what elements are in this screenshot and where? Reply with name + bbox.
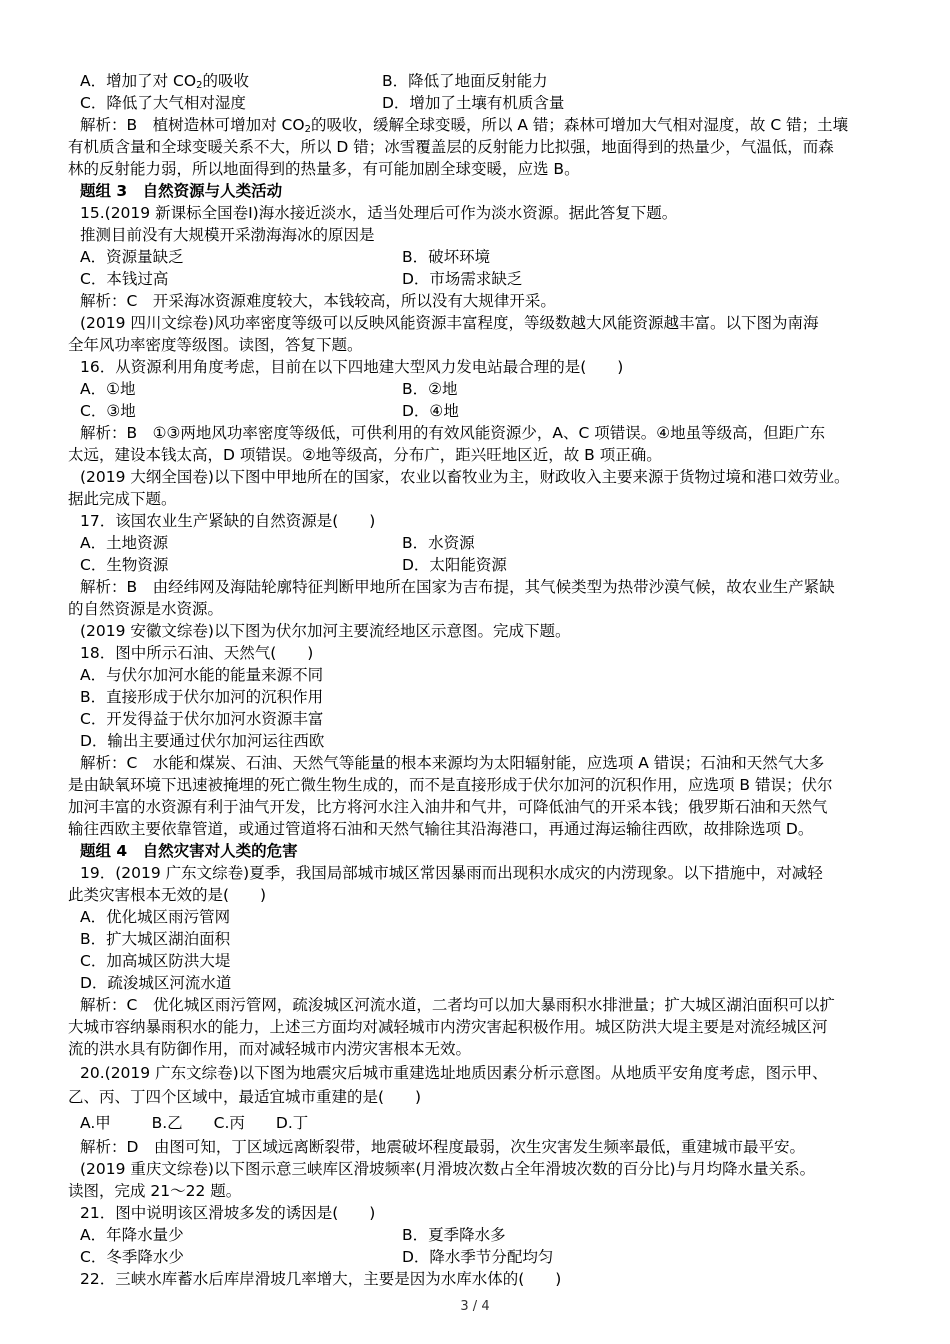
anhui-intro: (2019 安徽文综卷)以下图为伏尔加河主要流经地区示意图。完成下题。 (80, 622, 571, 640)
q18-option-c: C．开发得益于伏尔加河水资源丰富 (80, 710, 324, 728)
q18-option-a: A．与伏尔加河水能的能量来源不同 (80, 666, 324, 684)
q14-option-c: C．降低了大气相对湿度 (80, 94, 246, 112)
q16-option-b: B．②地 (402, 380, 458, 398)
q19-analysis: 解析：C 优化城区雨污管网，疏浚城区河流水道，二者均可以加大暴雨积水排泄量；扩大城区湖泊面积可以扩 (80, 996, 835, 1014)
q17-option-c: C．生物资源 (80, 556, 169, 574)
q18-option-b: B．直接形成于伏尔加河的沉积作用 (80, 688, 324, 706)
q18-analysis: 解析：C 水能和煤炭、石油、天然气等能量的根本来源均为太阳辐射能，应选项 A 错误；石油和天然气大多 (80, 754, 825, 772)
q14-analysis-line: 解析：B 植树造林可增加对 $CO_2$的吸收，缓解全球变暖，所以 A 错；森林可增加大气相对湿度，故 C 错；土壤 (80, 116, 849, 135)
q15-option-b: B．破坏环境 (402, 248, 491, 266)
q15-option-a: A．资源量缺乏 (80, 248, 184, 266)
q14-option-a: A．增加了对 $CO_2$的吸收 (80, 72, 249, 91)
q21-stem: 21．图中说明该区滑坡多发的诱因是( ) (80, 1204, 376, 1222)
q19-analysis: 流的洪水具有防御作用，而对减轻城市内涝灾害根本无效。 (68, 1040, 472, 1058)
q16-analysis: 解析：B ①③两地风功率密度等级低，可供利用的有效风能资源少，A、C 项错误。④地虽等级高，但距广东 (80, 424, 826, 442)
chongqing-intro: 读图，完成 21～22 题。 (68, 1182, 242, 1200)
q21-option-c: C．冬季降水少 (80, 1248, 184, 1266)
q21-option-d: D．降水季节分配均匀 (402, 1248, 554, 1266)
group3-heading: 题组 3 自然资源与人类活动 (80, 182, 283, 200)
q19-analysis: 大城市容纳暴雨积水的能力，上述三方面均对减轻城市内涝灾害起积极作用。城区防洪大堤主要是对流经城区河 (68, 1018, 828, 1036)
q17-analysis: 解析：B 由经纬网及海陆轮廓特征判断甲地所在国家为吉布提，其气候类型为热带沙漠气候，故农业生产紧缺 (80, 578, 835, 596)
q16-option-a: A．①地 (80, 380, 136, 398)
q17-option-a: A．土地资源 (80, 534, 169, 552)
q19-stem: 19．(2019 广东文综卷)夏季，我国局部城市城区常因暴雨而出现积水成灾的内涝现象。以下措施中，对减轻 (80, 864, 823, 882)
sichuan-intro: 全年风功率密度等级图。读图，答复下题。 (68, 336, 363, 354)
chongqing-intro: (2019 重庆文综卷)以下图示意三峡库区滑坡频率(月滑坡次数占全年滑坡次数的百分比)与月均降水量关系。 (80, 1160, 816, 1178)
q14-option-d: D．增加了土壤有机质含量 (382, 94, 565, 112)
page-number: 3 / 4 (460, 1299, 490, 1314)
q20-options: A.甲 B.乙 C.丙 D.丁 (80, 1114, 309, 1132)
dagang-intro: (2019 大纲全国卷)以下图中甲地所在的国家，农业以畜牧业为主，财政收入主要来源于货物过境和港口效劳业。 (80, 468, 850, 486)
q20-stem: 乙、丙、丁四个区域中，最适宜城市重建的是( ) (68, 1088, 422, 1106)
q19-option-c: C．加高城区防洪大堤 (80, 952, 231, 970)
q19-stem: 此类灾害根本无效的是( ) (68, 886, 267, 904)
q14-analysis-line: 林的反射能力弱，所以地面得到的热量多，有可能加剧全球变暖，应选 B。 (68, 160, 580, 178)
q17-stem: 17．该国农业生产紧缺的自然资源是( ) (80, 512, 376, 530)
q15-stem: 15.(2019 新课标全国卷Ⅰ)海水接近淡水，适当处理后可作为淡水资源。据此答复下题。 (80, 204, 678, 222)
group4-heading: 题组 4 自然灾害对人类的危害 (80, 842, 298, 860)
q16-stem: 16．从资源利用角度考虑，目前在以下四地建大型风力发电站最合理的是( ) (80, 358, 624, 376)
q18-analysis: 加河丰富的水资源有利于油气开发，比方将河水注入油井和气井，可降低油气的开采本钱；俄罗斯石油和天然气 (68, 798, 828, 816)
q21-option-a: A．年降水量少 (80, 1226, 184, 1244)
q18-analysis: 输往西欧主要依靠管道，或通过管道将石油和天然气输往其沿海港口，再通过海运输往西欧，故排除选项 D。 (68, 820, 814, 838)
q18-option-d: D．输出主要通过伏尔加河运往西欧 (80, 732, 325, 750)
q15-option-c: C．本钱过高 (80, 270, 169, 288)
q16-analysis: 太远，建设本钱太高，D 项错误。②地等级高，分布广，距兴旺地区近，故 B 项正确。 (68, 446, 662, 464)
q15-analysis: 解析：C 开采海冰资源难度较大，本钱较高，所以没有大规律开采。 (80, 292, 556, 310)
q14-analysis-line: 有机质含量和全球变暖关系不大，所以 D 错；冰雪覆盖层的反射能力比拟强，地面得到的热量少，气温低，而森 (68, 138, 834, 156)
q19-option-d: D．疏浚城区河流水道 (80, 974, 232, 992)
q15-question: 推测目前没有大规模开采渤海海冰的原因是 (80, 226, 375, 244)
q16-option-c: C．③地 (80, 402, 136, 420)
q17-option-b: B．水资源 (402, 534, 475, 552)
q17-analysis: 的自然资源是水资源。 (68, 600, 224, 618)
q15-option-d: D．市场需求缺乏 (402, 270, 523, 288)
q16-option-d: D．④地 (402, 402, 459, 420)
q21-option-b: B．夏季降水多 (402, 1226, 506, 1244)
q18-stem: 18．图中所示石油、天然气( ) (80, 644, 314, 662)
q20-analysis: 解析：D 由图可知，丁区域远离断裂带，地震破坏程度最弱，次生灾害发生频率最低，重建城市最平安。 (80, 1138, 805, 1156)
q18-analysis: 是由缺氧环境下迅速被掩埋的死亡微生物生成的，而不是直接形成于伏尔加河的沉积作用，应选项 B 错误；伏尔 (68, 776, 833, 794)
q17-option-d: D．太阳能资源 (402, 556, 507, 574)
q14-option-b: B．降低了地面反射能力 (382, 72, 548, 90)
q19-option-a: A．优化城区雨污管网 (80, 908, 231, 926)
dagang-intro: 据此完成下题。 (68, 490, 177, 508)
q19-option-b: B．扩大城区湖泊面积 (80, 930, 231, 948)
q22-stem: 22．三峡水库蓄水后库岸滑坡几率增大，主要是因为水库水体的( ) (80, 1270, 562, 1288)
sichuan-intro: (2019 四川文综卷)风功率密度等级可以反映风能资源丰富程度，等级数越大风能资源越丰富。以下图为南海 (80, 314, 819, 332)
q20-stem: 20.(2019 广东文综卷)以下图为地震灾后城市重建选址地质因素分析示意图。从地质平安角度考虑，图示甲、 (80, 1064, 828, 1082)
